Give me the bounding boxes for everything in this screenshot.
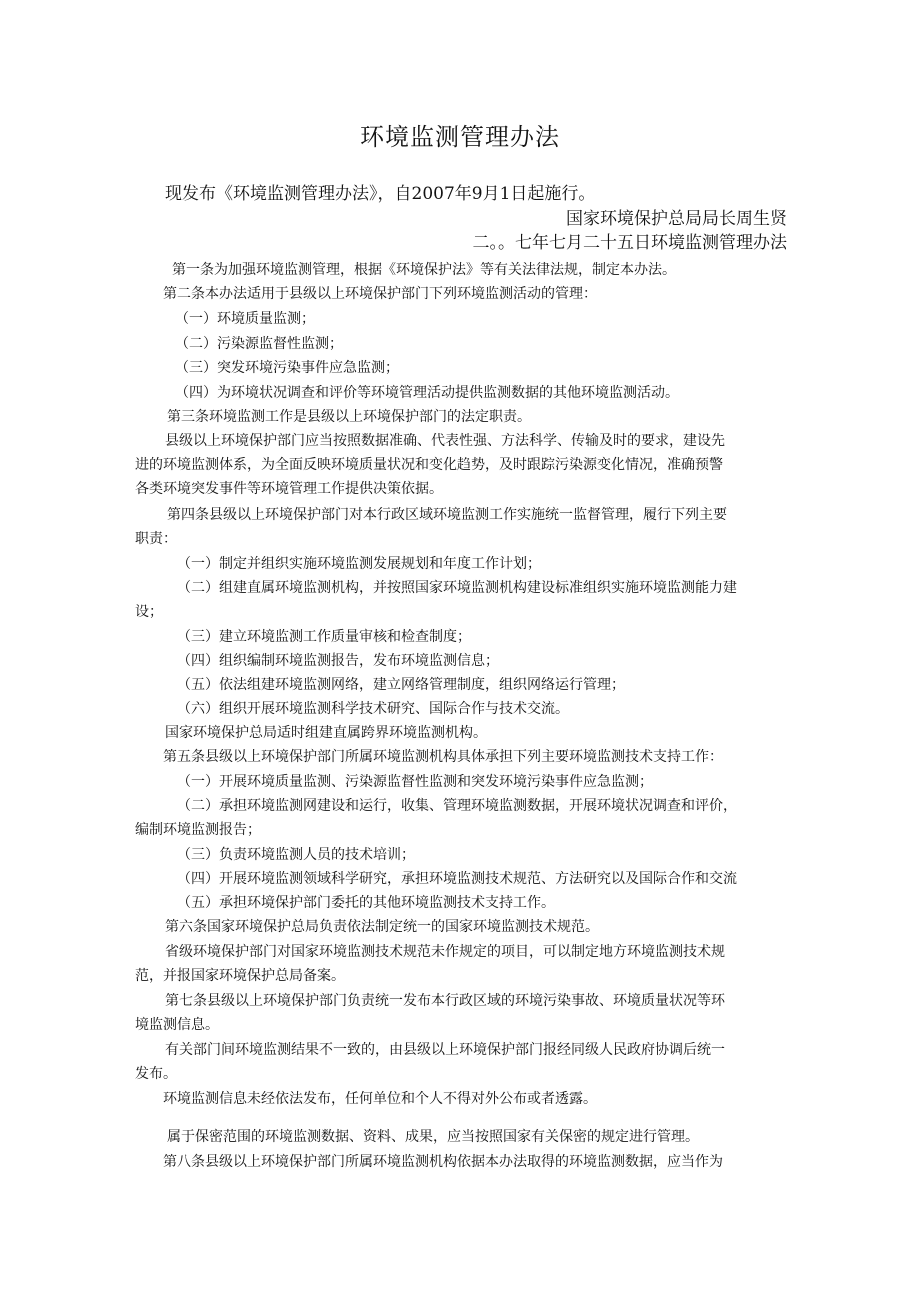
article-4-line-2: 职责： (135, 531, 177, 547)
article-4-para-2: 国家环境保护总局适时组建直属跨界环境监测机构。 (165, 725, 487, 741)
article-4-item-5: （五）依法组建环境监测网络，建立网络管理制度，组织网络运行管理； (177, 677, 625, 693)
article-4-item-2-line-1: （二）组建直属环境监测机构，并按照国家环境监测机构建设标准组织实施环境监测能力建 (177, 580, 737, 596)
article-6: 第六条国家环境保护总局负责依法制定统一的国家环境监测技术规范。 (165, 919, 599, 935)
article-2: 第二条本办法适用于县级以上环境保护部门下列环境监测活动的管理： (163, 286, 597, 302)
article-5-item-4: （四）开展环境监测领域科学研究，承担环境监测技术规范、方法研究以及国际合作和交流 (177, 871, 737, 887)
article-7-para-3: 环境监测信息未经依法发布，任何单位和个人不得对外公布或者透露。 (163, 1091, 597, 1107)
article-2-item-4: （四）为环境状况调查和评价等环境管理活动提供监测数据的其他环境监测活动。 (175, 385, 679, 401)
article-4-item-4: （四）组织编制环境监测报告，发布环境监测信息； (177, 653, 499, 669)
article-2-item-3: （三）突发环境污染事件应急监测； (175, 360, 399, 376)
article-7-line-2: 境监测信息。 (135, 1017, 219, 1033)
article-6-para-2-line-2: 范，并报国家环境保护总局备案。 (135, 968, 345, 984)
signature-line: 国家环境保护总局局长周生贤 (566, 209, 787, 229)
promulgation-line: 现发布《环境监测管理办法》，自2007年9月1日起施行。 (165, 184, 596, 204)
article-3-para-line-3: 各类环境突发事件等环境管理工作提供决策依据。 (135, 481, 443, 497)
article-7-para-2-line-1: 有关部门间环境监测结果不一致的，由县级以上环境保护部门报经同级人民政府协调后统一 (165, 1042, 725, 1058)
article-4-item-6: （六）组织开展环境监测科学技术研究、国际合作与技术交流。 (177, 701, 569, 717)
date-line: 二。。七年七月二十五日环境监测管理办法 (472, 233, 787, 253)
document-title: 环境监测管理办法 (360, 123, 560, 151)
article-5-item-3: （三）负责环境监测人员的技术培训； (177, 847, 415, 863)
article-5-item-1: （一）开展环境质量监测、污染源监督性监测和突发环境污染事件应急监测； (177, 774, 653, 790)
article-8-line-1: 第八条县级以上环境保护部门所属环境监测机构依据本办法取得的环境监测数据，应当作为 (163, 1154, 723, 1170)
article-4-line-1: 第四条县级以上环境保护部门对本行政区域环境监测工作实施统一监督管理，履行下列主要 (167, 507, 727, 523)
article-5-item-2-line-2: 编制环境监测报告； (135, 822, 261, 838)
article-7-para-4: 属于保密范围的环境监测数据、资料、成果，应当按照国家有关保密的规定进行管理。 (167, 1129, 699, 1145)
article-3-para-line-2: 进的环境监测体系，为全面反映环境质量状况和变化趋势，及时跟踪污染源变化情况，准确预警 (135, 457, 723, 473)
article-7-para-2-line-2: 发布。 (135, 1066, 177, 1082)
article-5-item-2-line-1: （二）承担环境监测网建设和运行，收集、管理环境监测数据，开展环境状况调查和评价， (177, 798, 737, 814)
article-5-item-5: （五）承担环境保护部门委托的其他环境监测技术支持工作。 (177, 895, 555, 911)
article-5: 第五条县级以上环境保护部门所属环境监测机构具体承担下列主要环境监测技术支持工作： (163, 749, 723, 765)
article-1: 第一条为加强环境监测管理，根据《环境保护法》等有关法律法规，制定本办法。 (172, 262, 676, 278)
article-4-item-2-line-2: 设； (135, 604, 163, 620)
article-4-item-3: （三）建立环境监测工作质量审核和检查制度； (177, 629, 471, 645)
article-3: 第三条环境监测工作是县级以上环境保护部门的法定职责。 (167, 409, 531, 425)
article-7-line-1: 第七条县级以上环境保护部门负责统一发布本行政区域的环境污染事故、环境质量状况等环 (165, 993, 725, 1009)
article-2-item-1: （一）环境质量监测； (175, 311, 315, 327)
article-3-para-line-1: 县级以上环境保护部门应当按照数据准确、代表性强、方法科学、传输及时的要求，建设先 (165, 433, 725, 449)
article-6-para-2-line-1: 省级环境保护部门对国家环境监测技术规范未作规定的项目，可以制定地方环境监测技术规 (165, 944, 725, 960)
article-4-item-1: （一）制定并组织实施环境监测发展规划和年度工作计划； (177, 556, 541, 572)
article-2-item-2: （二）污染源监督性监测； (175, 336, 343, 352)
